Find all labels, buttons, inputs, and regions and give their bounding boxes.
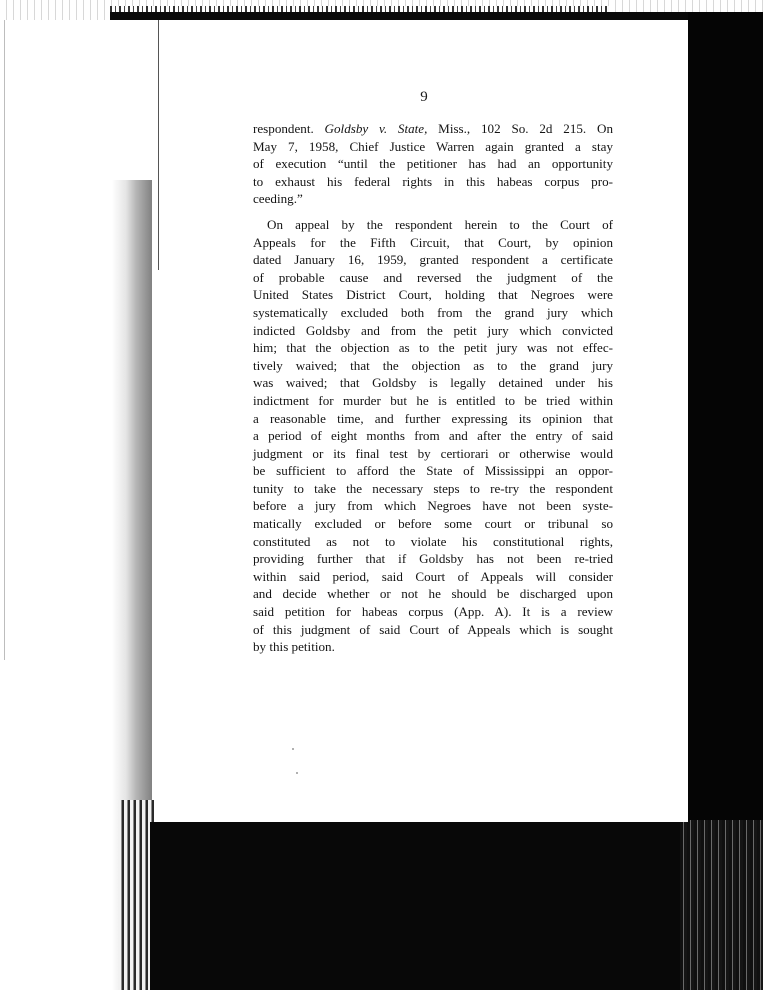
scan-speck	[296, 772, 298, 774]
text-line	[253, 427, 613, 445]
text-line	[253, 497, 613, 515]
text-line	[253, 304, 613, 322]
text-run: and decide whether or not he should be discharged upon	[253, 586, 613, 602]
text-run: be sufficient to afford the State of Mississippi an oppor-	[253, 463, 613, 479]
text-line	[253, 357, 613, 375]
paragraph-gap	[253, 208, 613, 216]
text-line	[253, 216, 613, 234]
text-line	[253, 550, 613, 568]
text-run: Miss., 102 So. 2d 215. On	[427, 121, 613, 136]
text-run: of this judgment of said Court of Appeals which is sought	[253, 621, 613, 637]
text-run: of probable cause and reversed the judgment of the	[253, 269, 613, 285]
text-line	[253, 585, 613, 603]
text-run: dated January 16, 1959, granted respondent a certificate	[253, 252, 613, 268]
paragraph	[253, 120, 613, 208]
text-run: a period of eight months from and after the entry of said	[253, 428, 613, 444]
text-run: respondent.	[253, 121, 325, 136]
text-run: systematically excluded both from the grand jury which	[253, 304, 613, 320]
text-line	[253, 138, 613, 156]
page-fold-line	[158, 20, 159, 270]
text-run: On appeal by the respondent herein to the Court of	[267, 216, 613, 232]
text-run: United States District Court, holding that Negroes were	[253, 287, 613, 303]
text-run: a reasonable time, and further expressing its opinion that	[253, 410, 613, 426]
text-line	[253, 392, 613, 410]
text-run: before a jury from which Negroes have not been syste-	[253, 498, 613, 514]
text-line	[253, 462, 613, 480]
text-run: May 7, 1958, Chief Justice Warren again granted a stay	[253, 138, 613, 154]
text-run: by this petition.	[253, 639, 335, 655]
body-text	[253, 120, 613, 656]
case-citation: Goldsby v. State,	[324, 121, 428, 136]
text-line	[253, 286, 613, 304]
text-run: him; that the objection as to the petit jury was not effec-	[253, 340, 613, 356]
text-run: judgment or its final test by certiorari or otherwise would	[253, 445, 613, 461]
text-run: to exhaust his federal rights in this habeas corpus pro-	[253, 173, 613, 189]
text-line	[253, 445, 613, 463]
text-line	[253, 410, 613, 428]
text-run: tively waived; that the objection as to the grand jury	[253, 357, 613, 373]
text-run: Appeals for the Fifth Circuit, that Court, by opinion	[253, 234, 613, 250]
text-line	[253, 190, 613, 208]
text-line	[253, 155, 613, 173]
text-run: within said period, said Court of Appeals will consider	[253, 568, 613, 584]
text-run: indicted Goldsby and from the petit jury which convicted	[253, 322, 613, 338]
page-number: 9	[420, 89, 428, 105]
scan-bottom-shadow	[150, 822, 763, 990]
scan-left-lower-edge	[118, 800, 154, 990]
text-line	[253, 533, 613, 551]
text-run: was waived; that Goldsby is legally detained under his	[253, 375, 613, 391]
text-line	[253, 251, 613, 269]
text-line	[253, 480, 613, 498]
scan-speck	[292, 748, 294, 750]
text-run: said petition for habeas corpus (App. A). It is a review	[253, 604, 613, 620]
scan-left-faint-line	[4, 20, 5, 660]
text-line	[253, 322, 613, 340]
text-run: constituted as not to violate his constitutional rights,	[253, 533, 613, 549]
text-line	[253, 638, 613, 656]
text-line	[253, 120, 613, 138]
text-line	[253, 621, 613, 639]
text-line	[253, 568, 613, 586]
scan-corner-noise	[680, 820, 763, 990]
text-line	[253, 374, 613, 392]
document-page	[160, 20, 688, 822]
scan-top-shadow	[110, 12, 688, 20]
text-line	[253, 234, 613, 252]
paragraph	[253, 216, 613, 656]
text-run: indictment for murder but he is entitled to be tried within	[253, 392, 613, 408]
text-line	[253, 173, 613, 191]
text-run: matically excluded or before some court or tribunal so	[253, 516, 613, 532]
text-run: of execution “until the petitioner has had an opportunity	[253, 156, 613, 172]
text-run: ceeding.”	[253, 191, 303, 207]
text-run: tunity to take the necessary steps to re-try the respondent	[253, 480, 613, 496]
text-line	[253, 269, 613, 287]
text-line	[253, 339, 613, 357]
text-line	[253, 603, 613, 621]
text-run: providing further that if Goldsby has not been re-tried	[253, 551, 613, 567]
text-line	[253, 515, 613, 533]
